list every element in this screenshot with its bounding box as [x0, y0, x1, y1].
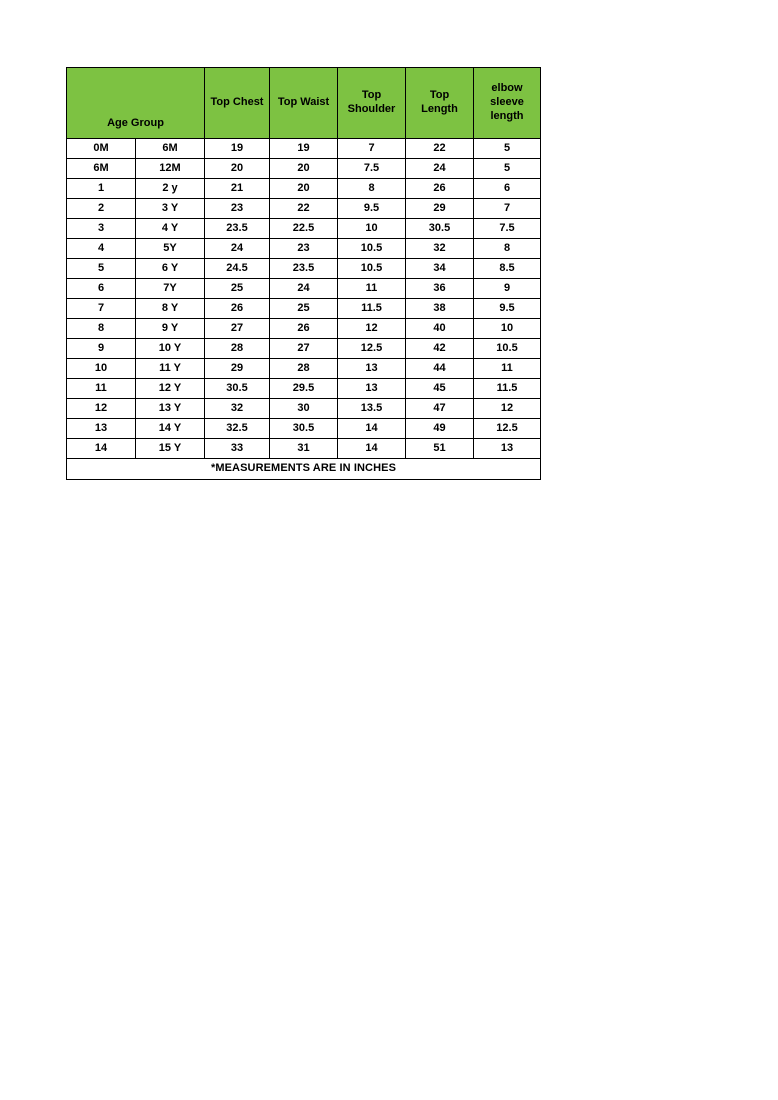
table-cell: 40 [406, 319, 474, 339]
table-cell: 6 [67, 279, 136, 299]
table-cell: 9 [474, 279, 541, 299]
table-cell: 7 [474, 199, 541, 219]
table-cell: 14 Y [136, 419, 205, 439]
table-cell: 25 [270, 299, 338, 319]
table-cell: 26 [270, 319, 338, 339]
table-cell: 32 [406, 239, 474, 259]
column-header-top-waist: Top Waist [270, 68, 338, 139]
size-chart-table [66, 67, 541, 480]
table-cell: 38 [406, 299, 474, 319]
table-cell: 45 [406, 379, 474, 399]
table-cell: 23 [205, 199, 270, 219]
column-header-top-shoulder-line2: Shoulder [347, 103, 396, 115]
table-cell: 4 Y [136, 219, 205, 239]
table-cell: 7Y [136, 279, 205, 299]
table-cell: 13 [338, 379, 406, 399]
table-cell: 42 [406, 339, 474, 359]
table-cell: 36 [406, 279, 474, 299]
table-cell: 11.5 [474, 379, 541, 399]
table-row [67, 379, 541, 399]
table-cell: 10 [338, 219, 406, 239]
table-cell: 5 [67, 259, 136, 279]
table-cell: 28 [205, 339, 270, 359]
table-cell: 12 Y [136, 379, 205, 399]
table-cell: 23 [270, 239, 338, 259]
table-cell: 10 Y [136, 339, 205, 359]
table-row [67, 299, 541, 319]
table-cell: 13 Y [136, 399, 205, 419]
table-cell: 20 [270, 159, 338, 179]
table-cell: 10.5 [338, 259, 406, 279]
table-cell: 49 [406, 419, 474, 439]
table-cell: 26 [205, 299, 270, 319]
table-row [67, 219, 541, 239]
table-cell: 7 [67, 299, 136, 319]
table-cell: 24.5 [205, 259, 270, 279]
table-cell: 15 Y [136, 439, 205, 459]
table-cell: 12M [136, 159, 205, 179]
table-cell: 29 [205, 359, 270, 379]
table-cell: 47 [406, 399, 474, 419]
table-cell: 7.5 [338, 159, 406, 179]
table-cell: 0M [67, 139, 136, 159]
table-row [67, 159, 541, 179]
table-row [67, 339, 541, 359]
table-cell: 10.5 [338, 239, 406, 259]
table-row [67, 179, 541, 199]
table-cell: 26 [406, 179, 474, 199]
table-cell: 24 [270, 279, 338, 299]
table-cell: 19 [270, 139, 338, 159]
column-header-top-shoulder [338, 68, 406, 139]
table-cell: 5 [474, 159, 541, 179]
column-header-top-length-line1: Top [429, 89, 450, 102]
table-cell: 25 [205, 279, 270, 299]
table-cell: 23.5 [270, 259, 338, 279]
table-row [67, 279, 541, 299]
table-cell: 8 [67, 319, 136, 339]
table-cell: 12 [338, 319, 406, 339]
table-cell: 9 Y [136, 319, 205, 339]
table-cell: 1 [67, 179, 136, 199]
table-cell: 22.5 [270, 219, 338, 239]
table-cell: 2 y [136, 179, 205, 199]
table-cell: 7 [338, 139, 406, 159]
table-cell: 8 [338, 179, 406, 199]
table-cell: 13 [474, 439, 541, 459]
table-cell: 12.5 [474, 419, 541, 439]
table-header [67, 68, 541, 139]
table-cell: 6M [67, 159, 136, 179]
table-cell: 34 [406, 259, 474, 279]
table-cell: 20 [270, 179, 338, 199]
size-chart-container [66, 67, 540, 480]
table-cell: 9.5 [474, 299, 541, 319]
table-cell: 11 Y [136, 359, 205, 379]
table-cell: 32.5 [205, 419, 270, 439]
table-cell: 33 [205, 439, 270, 459]
column-header-age-group: Age Group [67, 68, 205, 139]
table-cell: 8 [474, 239, 541, 259]
table-row [67, 259, 541, 279]
table-cell: 14 [338, 419, 406, 439]
table-cell: 12 [67, 399, 136, 419]
table-cell: 11 [474, 359, 541, 379]
table-cell: 8 Y [136, 299, 205, 319]
column-header-top-chest: Top Chest [205, 68, 270, 139]
table-cell: 13 [67, 419, 136, 439]
table-cell: 44 [406, 359, 474, 379]
table-cell: 6M [136, 139, 205, 159]
table-cell: 11 [67, 379, 136, 399]
table-cell: 11 [338, 279, 406, 299]
table-row [67, 139, 541, 159]
table-cell: 30.5 [205, 379, 270, 399]
table-cell: 22 [406, 139, 474, 159]
table-cell: 6 Y [136, 259, 205, 279]
table-row [67, 319, 541, 339]
table-cell: 3 Y [136, 199, 205, 219]
measurement-note: *MEASUREMENTS ARE IN INCHES [67, 459, 541, 480]
table-row [67, 439, 541, 459]
column-header-top-length [406, 68, 474, 139]
table-cell: 4 [67, 239, 136, 259]
table-cell: 30 [270, 399, 338, 419]
table-row [67, 419, 541, 439]
footer-row [67, 459, 541, 480]
table-footer [67, 459, 541, 480]
column-header-top-length-line2: Length [421, 103, 458, 115]
column-header-top-shoulder-line1: Top [361, 89, 382, 102]
column-header-elbow-line3: length [490, 109, 524, 122]
table-cell: 30.5 [270, 419, 338, 439]
header-row [67, 68, 541, 139]
table-cell: 21 [205, 179, 270, 199]
table-cell: 8.5 [474, 259, 541, 279]
table-cell: 20 [205, 159, 270, 179]
table-body [67, 139, 541, 459]
table-row [67, 399, 541, 419]
table-cell: 10.5 [474, 339, 541, 359]
table-cell: 3 [67, 219, 136, 239]
table-cell: 28 [270, 359, 338, 379]
column-header-elbow-sleeve-length [474, 68, 541, 139]
table-cell: 51 [406, 439, 474, 459]
table-cell: 32 [205, 399, 270, 419]
table-cell: 6 [474, 179, 541, 199]
table-cell: 30.5 [406, 219, 474, 239]
table-cell: 29.5 [270, 379, 338, 399]
table-cell: 31 [270, 439, 338, 459]
table-cell: 13 [338, 359, 406, 379]
table-cell: 14 [338, 439, 406, 459]
table-cell: 10 [67, 359, 136, 379]
table-cell: 14 [67, 439, 136, 459]
table-cell: 12.5 [338, 339, 406, 359]
table-cell: 2 [67, 199, 136, 219]
table-cell: 29 [406, 199, 474, 219]
table-cell: 12 [474, 399, 541, 419]
table-cell: 13.5 [338, 399, 406, 419]
table-cell: 24 [205, 239, 270, 259]
table-cell: 7.5 [474, 219, 541, 239]
table-cell: 22 [270, 199, 338, 219]
table-cell: 11.5 [338, 299, 406, 319]
table-cell: 24 [406, 159, 474, 179]
table-cell: 9 [67, 339, 136, 359]
table-cell: 9.5 [338, 199, 406, 219]
table-row [67, 199, 541, 219]
table-cell: 23.5 [205, 219, 270, 239]
table-row [67, 239, 541, 259]
table-row [67, 359, 541, 379]
table-cell: 27 [270, 339, 338, 359]
column-header-elbow-line2: sleeve [490, 96, 524, 109]
column-header-elbow-line1: elbow [491, 82, 523, 95]
table-cell: 5 [474, 139, 541, 159]
table-cell: 10 [474, 319, 541, 339]
table-cell: 27 [205, 319, 270, 339]
table-cell: 5Y [136, 239, 205, 259]
table-cell: 19 [205, 139, 270, 159]
